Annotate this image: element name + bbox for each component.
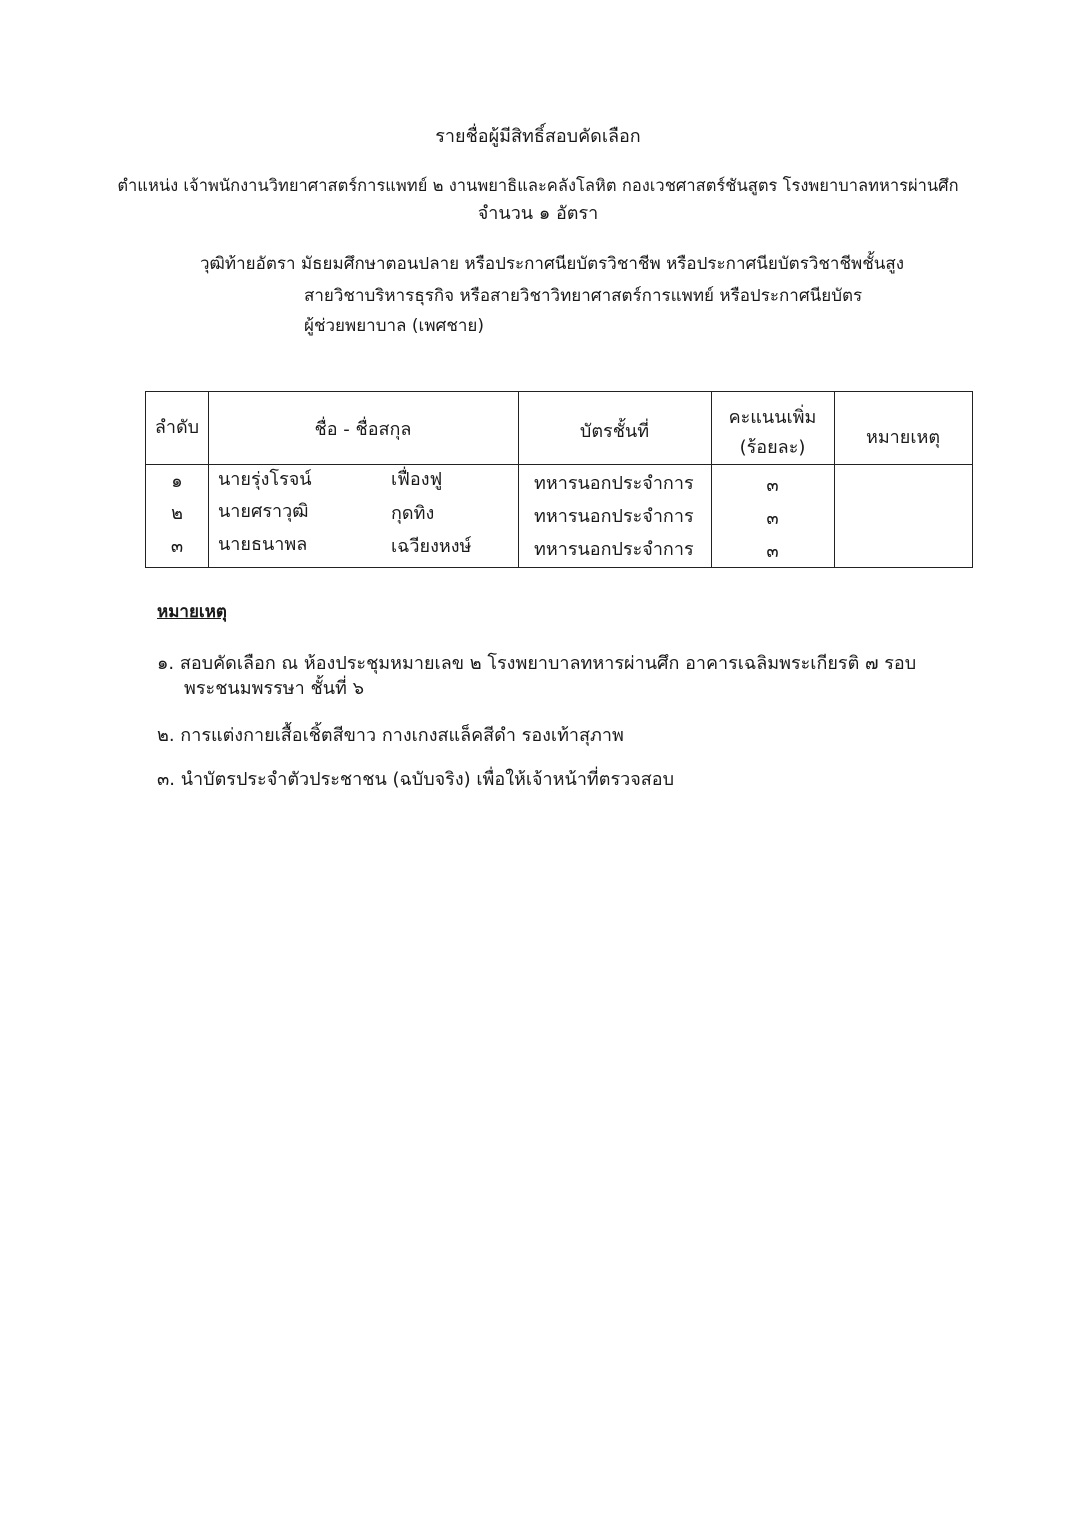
qualification-line-1: วุฒิท้ายอัตรา มัธยมศึกษาตอนปลาย หรือประกาศนียบัตรวิชาชีพ หรือประกาศนียบัตรวิชาชีพชั้นสูง — [200, 254, 905, 274]
note-item-3: ๓. นำบัตรประจำตัวประชาชน (ฉบับจริง) เพื่อให้เจ้าหน้าที่ตรวจสอบ — [157, 769, 675, 790]
row-card: ทหารนอกประจำการ — [534, 473, 694, 494]
position-line: ตำแหน่ง เจ้าพนักงานวิทยาศาสตร์การแพทย์ ๒ งานพยาธิและคลังโลหิต กองเวชศาสตร์ชันสูตร โรงพยาบาลทหารผ่านศึก — [117, 176, 959, 195]
row-bonus: ๓ — [766, 541, 779, 562]
header-remark: หมายเหตุ — [865, 427, 941, 448]
row-order: ๓ — [170, 536, 184, 557]
row-card: ทหารนอกประจำการ — [534, 506, 694, 527]
row-first-name: นายธนาพล — [218, 534, 308, 555]
row-last-name: เฉวียงหงษ์ — [391, 536, 472, 557]
notes-heading: หมายเหตุ — [157, 602, 227, 622]
row-last-name: เฟื่องฟู — [391, 469, 443, 490]
row-first-name: นายศราวุฒิ — [218, 501, 309, 522]
header-order: ลำดับ — [154, 417, 200, 438]
candidates-table — [145, 391, 973, 568]
row-last-name: กุดทิง — [391, 503, 435, 524]
note-item-2: ๒. การแต่งกายเสื้อเชิ้ตสีขาว กางเกงสแล็คสีดำ รองเท้าสุภาพ — [157, 725, 624, 746]
row-order: ๒ — [171, 503, 183, 524]
row-bonus: ๓ — [766, 508, 779, 529]
row-order: ๑ — [171, 471, 183, 492]
row-card: ทหารนอกประจำการ — [534, 539, 694, 560]
note-item-1-line-1: ๑. สอบคัดเลือก ณ ห้องประชุมหมายเลข ๒ โรงพยาบาลทหารผ่านศึก อาคารเฉลิมพระเกียรติ ๗ รอบ — [157, 653, 917, 674]
header-name: ชื่อ - ชื่อสกุล — [314, 419, 412, 440]
qualification-line-2: สายวิชาบริหารธุรกิจ หรือสายวิชาวิทยาศาสตร์การแพทย์ หรือประกาศนียบัตร — [304, 286, 863, 306]
row-first-name: นายรุ่งโรจน์ — [218, 469, 312, 490]
row-bonus: ๓ — [766, 475, 779, 496]
document-title: รายชื่อผู้มีสิทธิ์สอบคัดเลือก — [435, 126, 641, 147]
vacancy-count: จำนวน ๑ อัตรา — [477, 203, 599, 224]
header-bonus-line1: คะแนนเพิ่ม — [728, 407, 817, 428]
header-card: บัตรชั้นที่ — [579, 421, 650, 442]
note-item-1-line-2: พระชนมพรรษา ชั้นที่ ๖ — [184, 678, 365, 699]
qualification-line-3: ผู้ช่วยพยาบาล (เพศชาย) — [304, 316, 484, 336]
header-bonus-line2: (ร้อยละ) — [739, 437, 806, 458]
